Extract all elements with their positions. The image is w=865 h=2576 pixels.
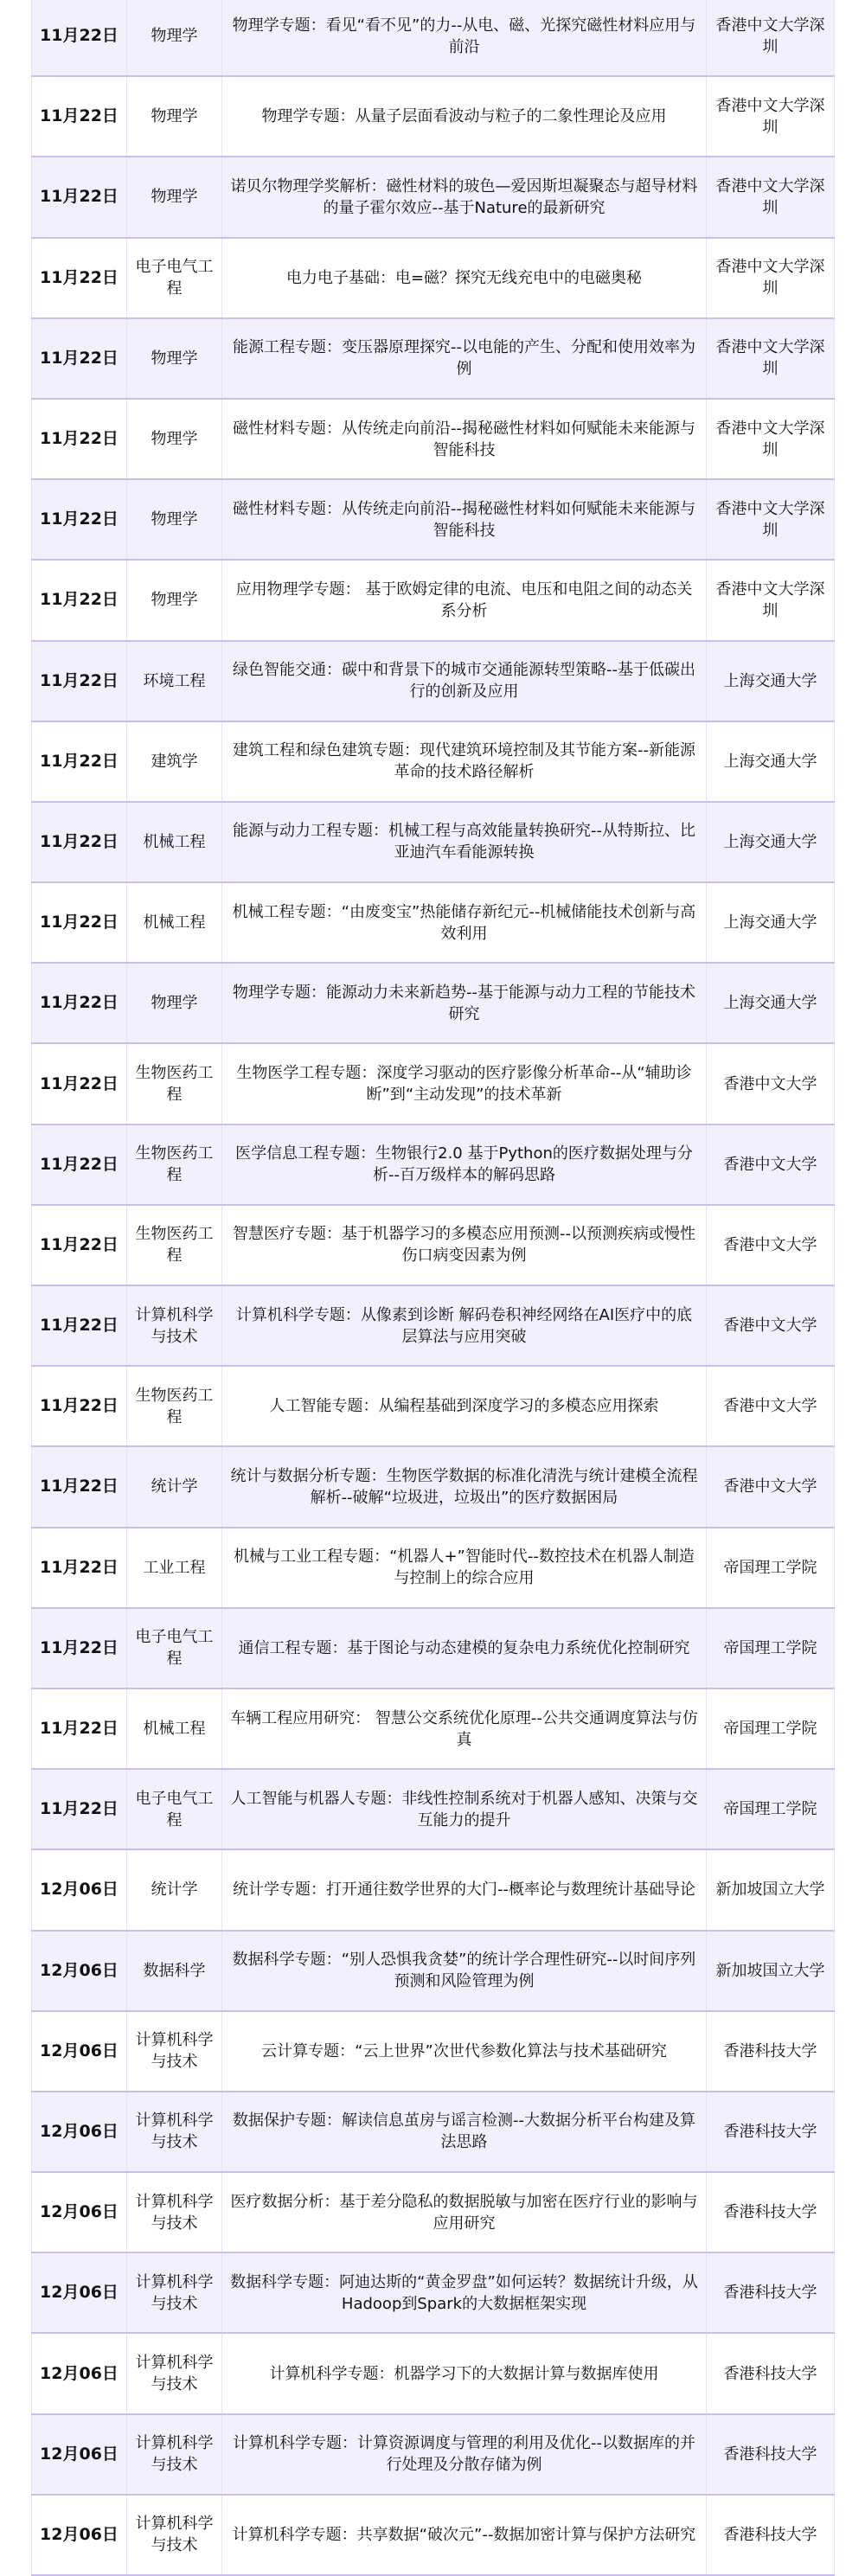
topic-cell: 医学信息工程专题：生物银行2.0 基于Python的医疗数据处理与分析--百万级样本的解码思路: [222, 1125, 707, 1205]
date-cell: 11月22日: [32, 560, 127, 640]
date-cell: 11月22日: [32, 1366, 127, 1446]
table-row: [32, 238, 835, 318]
subject-cell: 生物医药工程: [127, 1366, 222, 1446]
subject-cell: 计算机科学与技术: [127, 2172, 222, 2252]
course-table: [31, 0, 835, 2576]
table-row: [32, 2414, 835, 2495]
topic-cell: 计算机科学专题：从像素到诊断 解码卷积神经网络在AI医疗中的底层算法与应用突破: [222, 1285, 707, 1366]
school-cell: 帝国理工学院: [707, 1528, 835, 1608]
school-cell: 香港科技大学: [707, 2172, 835, 2252]
subject-cell: 机械工程: [127, 1688, 222, 1769]
date-cell: 11月22日: [32, 882, 127, 963]
subject-cell: 物理学: [127, 157, 222, 237]
topic-cell: 磁性材料专题：从传统走向前沿--揭秘磁性材料如何赋能未来能源与智能科技: [222, 399, 707, 479]
date-cell: 12月06日: [32, 2172, 127, 2252]
topic-cell: 应用物理学专题： 基于欧姆定律的电流、电压和电阻之间的动态关系分析: [222, 560, 707, 640]
school-cell: 香港中文大学: [707, 1366, 835, 1446]
school-cell: 香港中文大学深圳: [707, 157, 835, 237]
topic-cell: 机械与工业工程专题：“机器人+”智能时代--数控技术在机器人制造与控制上的综合应用: [222, 1528, 707, 1608]
table-row: [32, 963, 835, 1043]
subject-cell: 环境工程: [127, 641, 222, 721]
school-cell: 香港中文大学深圳: [707, 76, 835, 157]
school-cell: 帝国理工学院: [707, 1608, 835, 1688]
table-row: [32, 1931, 835, 2011]
school-cell: 香港中文大学深圳: [707, 238, 835, 318]
topic-cell: 能源与动力工程专题：机械工程与高效能量转换研究--从特斯拉、比亚迪汽车看能源转换: [222, 802, 707, 882]
topic-cell: 物理学专题：从量子层面看波动与粒子的二象性理论及应用: [222, 76, 707, 157]
school-cell: 上海交通大学: [707, 963, 835, 1043]
date-cell: 11月22日: [32, 1528, 127, 1608]
school-cell: 香港中文大学: [707, 1125, 835, 1205]
topic-cell: 诺贝尔物理学奖解析：磁性材料的玻色—爱因斯坦凝聚态与超导材料的量子霍尔效应--基于Nature的最新研究: [222, 157, 707, 237]
topic-cell: 计算机科学专题：共享数据“破次元”--数据加密计算与保护方法研究: [222, 2495, 707, 2575]
table-row: [32, 1688, 835, 1769]
subject-cell: 建筑学: [127, 721, 222, 802]
date-cell: 11月22日: [32, 963, 127, 1043]
topic-cell: 智慧医疗专题：基于机器学习的多模态应用预测--以预测疾病或慢性伤口病变因素为例: [222, 1205, 707, 1285]
topic-cell: 生物医学工程专题：深度学习驱动的医疗影像分析革命--从“辅助诊断”到“主动发现”的技术革新: [222, 1043, 707, 1124]
subject-cell: 计算机科学与技术: [127, 2495, 222, 2575]
date-cell: 11月22日: [32, 1769, 127, 1849]
table-row: [32, 1125, 835, 1205]
topic-cell: 电力电子基础：电=磁？探究无线充电中的电磁奥秘: [222, 238, 707, 318]
topic-cell: 人工智能与机器人专题：非线性控制系统对于机器人感知、决策与交互能力的提升: [222, 1769, 707, 1849]
table-row: [32, 1205, 835, 1285]
subject-cell: 物理学: [127, 963, 222, 1043]
subject-cell: 计算机科学与技术: [127, 1285, 222, 1366]
table-row: [32, 2092, 835, 2172]
table-row: [32, 641, 835, 721]
date-cell: 11月22日: [32, 1043, 127, 1124]
subject-cell: 统计学: [127, 1446, 222, 1527]
date-cell: 11月22日: [32, 399, 127, 479]
table-row: [32, 1528, 835, 1608]
table-row: [32, 157, 835, 237]
topic-cell: 数据科学专题：“别人恐惧我贪婪”的统计学合理性研究--以时间序列预测和风险管理为例: [222, 1931, 707, 2011]
topic-cell: 磁性材料专题：从传统走向前沿--揭秘磁性材料如何赋能未来能源与智能科技: [222, 479, 707, 560]
date-cell: 11月22日: [32, 0, 127, 76]
topic-cell: 云计算专题：“云上世界”次世代参数化算法与技术基础研究: [222, 2011, 707, 2092]
topic-cell: 物理学专题：看见“看不见”的力--从电、磁、光探究磁性材料应用与前沿: [222, 0, 707, 76]
subject-cell: 计算机科学与技术: [127, 2011, 222, 2092]
table-row: [32, 479, 835, 560]
right-margin: [836, 0, 865, 2572]
date-cell: 12月06日: [32, 2414, 127, 2495]
topic-cell: 机械工程专题：“由废变宝”热能储存新纪元--机械储能技术创新与高效利用: [222, 882, 707, 963]
subject-cell: 统计学: [127, 1849, 222, 1930]
subject-cell: 机械工程: [127, 882, 222, 963]
left-margin: [0, 0, 31, 2572]
subject-cell: 物理学: [127, 0, 222, 76]
topic-cell: 计算机科学专题：计算资源调度与管理的利用及优化--以数据库的并行处理及分散存储为例: [222, 2414, 707, 2495]
school-cell: 上海交通大学: [707, 721, 835, 802]
school-cell: 香港中文大学深圳: [707, 399, 835, 479]
date-cell: 12月06日: [32, 2333, 127, 2413]
topic-cell: 数据保护专题：解读信息茧房与谣言检测--大数据分析平台构建及算法思路: [222, 2092, 707, 2172]
table-row: [32, 318, 835, 399]
date-cell: 11月22日: [32, 1285, 127, 1366]
school-cell: 香港科技大学: [707, 2011, 835, 2092]
school-cell: 帝国理工学院: [707, 1769, 835, 1849]
topic-cell: 绿色智能交通：碳中和背景下的城市交通能源转型策略--基于低碳出行的创新及应用: [222, 641, 707, 721]
table-row: [32, 802, 835, 882]
table-row: [32, 560, 835, 640]
school-cell: 上海交通大学: [707, 802, 835, 882]
date-cell: 11月22日: [32, 802, 127, 882]
subject-cell: 物理学: [127, 76, 222, 157]
school-cell: 香港中文大学: [707, 1205, 835, 1285]
topic-cell: 数据科学专题：阿迪达斯的“黄金罗盘”如何运转？数据统计升级，从Hadoop到Spark的大数据框架实现: [222, 2252, 707, 2333]
table-row: [32, 1446, 835, 1527]
subject-cell: 电子电气工程: [127, 1769, 222, 1849]
table-row: [32, 2011, 835, 2092]
school-cell: 新加坡国立大学: [707, 1931, 835, 2011]
table-row: [32, 2172, 835, 2252]
subject-cell: 物理学: [127, 318, 222, 399]
topic-cell: 能源工程专题：变压器原理探究--以电能的产生、分配和使用效率为例: [222, 318, 707, 399]
school-cell: 香港中文大学: [707, 1043, 835, 1124]
topic-cell: 建筑工程和绿色建筑专题：现代建筑环境控制及其节能方案--新能源革命的技术路径解析: [222, 721, 707, 802]
date-cell: 12月06日: [32, 2011, 127, 2092]
school-cell: 香港科技大学: [707, 2414, 835, 2495]
date-cell: 11月22日: [32, 76, 127, 157]
school-cell: 香港中文大学深圳: [707, 560, 835, 640]
table-row: [32, 1043, 835, 1124]
table-row: [32, 76, 835, 157]
table-row: [32, 399, 835, 479]
subject-cell: 物理学: [127, 399, 222, 479]
date-cell: 12月06日: [32, 2252, 127, 2333]
table-row: [32, 1366, 835, 1446]
subject-cell: 生物医药工程: [127, 1125, 222, 1205]
topic-cell: 统计与数据分析专题：生物医学数据的标准化清洗与统计建模全流程解析--破解“垃圾进，垃圾出”的医疗数据困局: [222, 1446, 707, 1527]
table-row: [32, 1849, 835, 1930]
subject-cell: 物理学: [127, 560, 222, 640]
table-row: [32, 2252, 835, 2333]
subject-cell: 计算机科学与技术: [127, 2092, 222, 2172]
school-cell: 上海交通大学: [707, 641, 835, 721]
school-cell: 香港科技大学: [707, 2092, 835, 2172]
topic-cell: 通信工程专题：基于图论与动态建模的复杂电力系统优化控制研究: [222, 1608, 707, 1688]
table-row: [32, 882, 835, 963]
subject-cell: 机械工程: [127, 802, 222, 882]
school-cell: 香港中文大学深圳: [707, 479, 835, 560]
date-cell: 11月22日: [32, 238, 127, 318]
date-cell: 11月22日: [32, 1205, 127, 1285]
subject-cell: 电子电气工程: [127, 238, 222, 318]
date-cell: 11月22日: [32, 1446, 127, 1527]
school-cell: 香港中文大学深圳: [707, 318, 835, 399]
subject-cell: 生物医药工程: [127, 1205, 222, 1285]
date-cell: 11月22日: [32, 641, 127, 721]
topic-cell: 车辆工程应用研究： 智慧公交系统优化原理--公共交通调度算法与仿真: [222, 1688, 707, 1769]
subject-cell: 计算机科学与技术: [127, 2414, 222, 2495]
table-row: [32, 1769, 835, 1849]
date-cell: 11月22日: [32, 479, 127, 560]
date-cell: 11月22日: [32, 1608, 127, 1688]
table-row: [32, 2495, 835, 2575]
school-cell: 香港中文大学深圳: [707, 0, 835, 76]
subject-cell: 计算机科学与技术: [127, 2252, 222, 2333]
school-cell: 香港科技大学: [707, 2333, 835, 2413]
table-row: [32, 1608, 835, 1688]
topic-cell: 物理学专题：能源动力未来新趋势--基于能源与动力工程的节能技术研究: [222, 963, 707, 1043]
subject-cell: 生物医药工程: [127, 1043, 222, 1124]
subject-cell: 计算机科学与技术: [127, 2333, 222, 2413]
school-cell: 香港中文大学: [707, 1285, 835, 1366]
table-row: [32, 0, 835, 76]
subject-cell: 电子电气工程: [127, 1608, 222, 1688]
school-cell: 上海交通大学: [707, 882, 835, 963]
topic-cell: 统计学专题：打开通往数学世界的大门--概率论与数理统计基础导论: [222, 1849, 707, 1930]
table-body: [32, 0, 835, 2575]
school-cell: 香港科技大学: [707, 2252, 835, 2333]
subject-cell: 物理学: [127, 479, 222, 560]
date-cell: 11月22日: [32, 318, 127, 399]
date-cell: 11月22日: [32, 1125, 127, 1205]
subject-cell: 工业工程: [127, 1528, 222, 1608]
school-cell: 帝国理工学院: [707, 1688, 835, 1769]
date-cell: 12月06日: [32, 1849, 127, 1930]
topic-cell: 计算机科学专题：机器学习下的大数据计算与数据库使用: [222, 2333, 707, 2413]
subject-cell: 数据科学: [127, 1931, 222, 2011]
date-cell: 12月06日: [32, 2495, 127, 2575]
date-cell: 11月22日: [32, 157, 127, 237]
school-cell: 新加坡国立大学: [707, 1849, 835, 1930]
table-row: [32, 721, 835, 802]
topic-cell: 医疗数据分析：基于差分隐私的数据脱敏与加密在医疗行业的影响与应用研究: [222, 2172, 707, 2252]
date-cell: 12月06日: [32, 2092, 127, 2172]
school-cell: 香港科技大学: [707, 2495, 835, 2575]
school-cell: 香港中文大学: [707, 1446, 835, 1527]
date-cell: 12月06日: [32, 1931, 127, 2011]
date-cell: 11月22日: [32, 721, 127, 802]
topic-cell: 人工智能专题：从编程基础到深度学习的多模态应用探索: [222, 1366, 707, 1446]
table-row: [32, 2333, 835, 2413]
date-cell: 11月22日: [32, 1688, 127, 1769]
table-row: [32, 1285, 835, 1366]
